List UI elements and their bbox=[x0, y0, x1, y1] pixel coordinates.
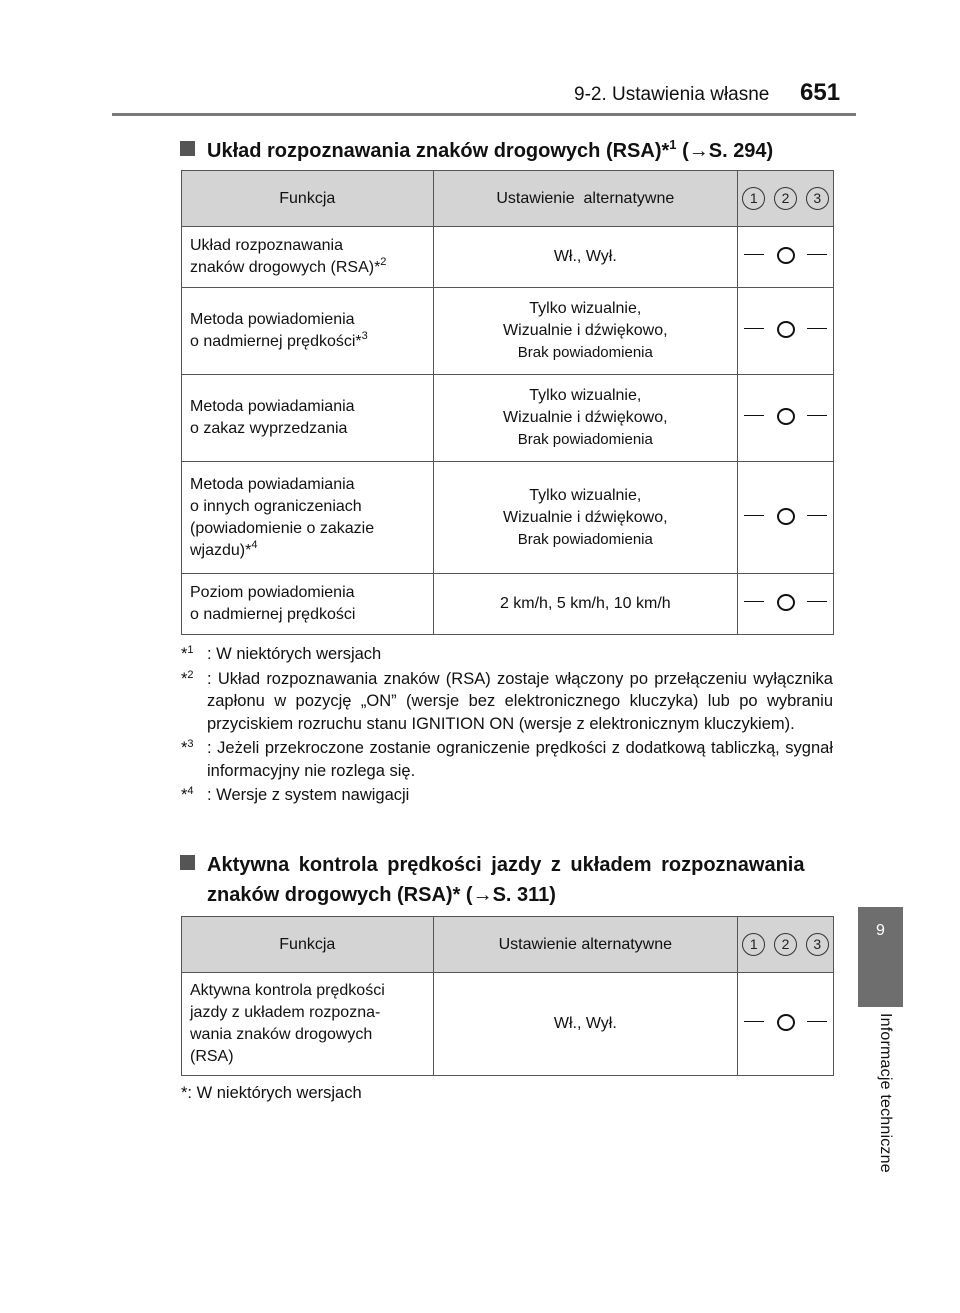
table-row bbox=[182, 973, 834, 1076]
table-row bbox=[182, 574, 834, 635]
square-bullet-icon bbox=[180, 855, 195, 870]
dash-icon bbox=[807, 515, 827, 516]
alternative-cell: Wł., Wył. bbox=[433, 227, 738, 288]
arrow-right-icon: → bbox=[688, 140, 709, 162]
alternative-cell: Tylko wizualnie, Wizualnie i dźwiękowo, Brak powiadomienia bbox=[433, 288, 738, 375]
circle-icon bbox=[777, 408, 795, 425]
dash-icon bbox=[744, 254, 764, 255]
circled-3-icon: 3 bbox=[806, 187, 829, 210]
circle-icon bbox=[777, 594, 795, 611]
dash-icon bbox=[744, 328, 764, 329]
dash-icon bbox=[744, 601, 764, 602]
circled-2-icon: 2 bbox=[774, 933, 797, 956]
footnote-section2: *: W niektórych wersjach bbox=[181, 1084, 362, 1102]
function-cell: Metoda powiadamiania o zakaz wyprzedzania bbox=[182, 375, 434, 462]
arrow-right-icon: → bbox=[472, 884, 493, 906]
circled-1-icon: 1 bbox=[742, 187, 765, 210]
alternative-cell: Tylko wizualnie, Wizualnie i dźwiękowo, Brak powiadomienia bbox=[433, 462, 738, 574]
function-cell: Poziom powiadomienia o nadmiernej prędkości bbox=[182, 574, 434, 635]
table-row bbox=[182, 462, 834, 574]
circled-3-icon: 3 bbox=[806, 933, 829, 956]
dash-icon bbox=[807, 254, 827, 255]
function-cell: Metoda powiadomienia o nadmiernej prędkości*$^3$ bbox=[182, 288, 434, 375]
circled-2-icon: 2 bbox=[774, 187, 797, 210]
circle-icon bbox=[777, 508, 795, 525]
settings-table-rsa bbox=[181, 170, 834, 635]
chapter-number: 9 bbox=[876, 922, 885, 939]
chapter-label: Informacje techniczne bbox=[877, 1013, 894, 1173]
dash-icon bbox=[807, 1021, 827, 1022]
square-bullet-icon bbox=[180, 141, 195, 156]
header-function: Funkcja bbox=[182, 917, 434, 973]
section1-heading: Układ rozpoznawania znaków drogowych (RSA)*$^1$ (→S. 294) bbox=[180, 130, 773, 166]
footnotes bbox=[181, 643, 833, 809]
dash-icon bbox=[807, 601, 827, 602]
footnote: *$^1$ : W niektórych wersjach bbox=[181, 644, 382, 663]
section2-heading: Aktywna kontrola prędkości jazdy z układem rozpoznawania znaków drogowych (RSA)* (→S. 311) bbox=[180, 850, 832, 910]
circle-icon bbox=[777, 247, 795, 264]
dash-icon bbox=[807, 415, 827, 416]
table-row bbox=[182, 288, 834, 375]
dash-icon bbox=[807, 328, 827, 329]
function-cell: Układ rozpoznawania znaków drogowych (RSA)*$^2$ bbox=[182, 227, 434, 288]
dash-icon bbox=[744, 515, 764, 516]
dash-icon bbox=[744, 415, 764, 416]
header-function: Funkcja bbox=[182, 171, 434, 227]
circled-1-icon: 1 bbox=[742, 933, 765, 956]
section-title: 9-2. Ustawienia własne bbox=[574, 84, 770, 105]
footnote: *$^4$ : Wersje z system nawigacji bbox=[181, 785, 410, 804]
settings-table-acc-rsa bbox=[181, 916, 834, 1076]
footnote: *$^3$ : Jeżeli przekroczone zostanie ograniczenie prędkości z dodatkową tabliczką, sygnał informacyjny nie rozlega się. bbox=[181, 738, 833, 780]
alternative-cell: Tylko wizualnie, Wizualnie i dźwiękowo, Brak powiadomienia bbox=[433, 375, 738, 462]
alternative-cell: 2 km/h, 5 km/h, 10 km/h bbox=[433, 574, 738, 635]
footnote: *$^2$ : Układ rozpoznawania znaków (RSA) zostaje włączony po przełączeniu wyłącznika zapłonu w pozycję „ON” (wersje bez elektronicznego kluczyka) lub po wybraniu przyciskiem rozruchu stanu IGNITION ON (wersje z elektronicznym kluczykiem). bbox=[181, 668, 833, 733]
header-alternative: Ustawienie alternatywne bbox=[433, 917, 737, 973]
table-header-row bbox=[182, 171, 834, 227]
function-cell: Aktywna kontrola prędkości jazdy z układem rozpozna- wania znaków drogowych (RSA) bbox=[182, 973, 434, 1076]
table-header-row bbox=[182, 917, 834, 973]
circle-icon bbox=[777, 1014, 795, 1031]
page-number: 651 bbox=[800, 79, 841, 106]
alternative-cell: Wł., Wył. bbox=[433, 973, 737, 1076]
function-cell: Metoda powiadamiania o innych ograniczeniach (powiadomienie o zakazie wjazdu)*$^4$ bbox=[182, 462, 434, 574]
dash-icon bbox=[744, 1021, 764, 1022]
header-alternative: Ustawienie alternatywne bbox=[433, 171, 738, 227]
table-row bbox=[182, 227, 834, 288]
header-rule bbox=[112, 113, 856, 116]
circle-icon bbox=[777, 321, 795, 338]
table-row bbox=[182, 375, 834, 462]
